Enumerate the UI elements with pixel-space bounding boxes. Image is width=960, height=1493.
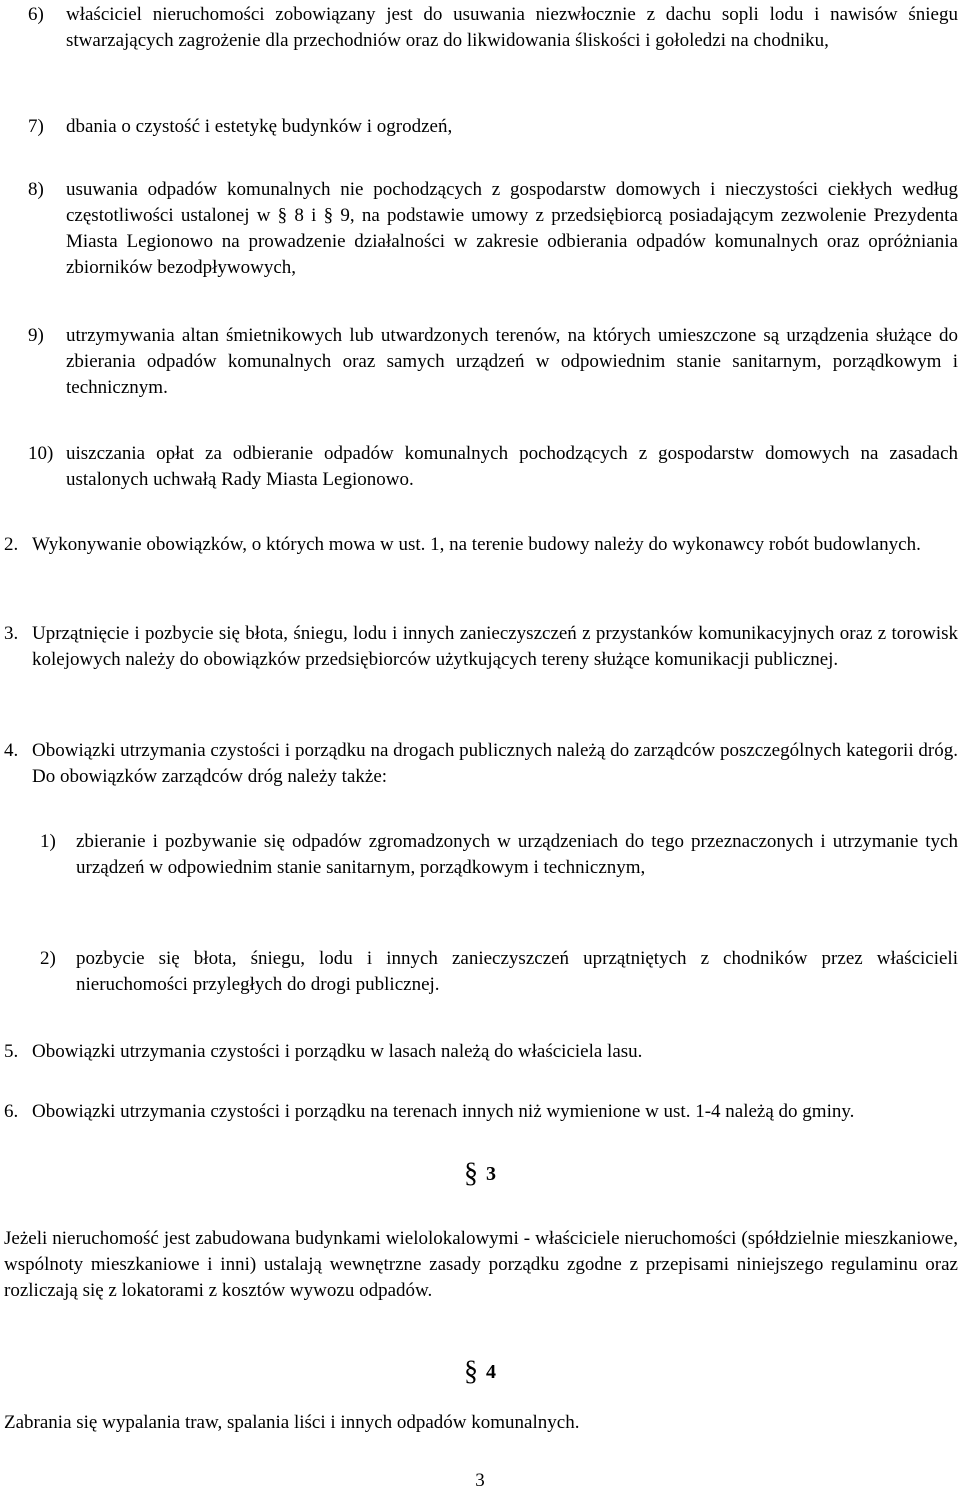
list-item-number: 10): [28, 443, 54, 464]
list-item-10: [28, 441, 958, 493]
list-item-6: [28, 2, 958, 54]
section-number: 3: [486, 1163, 496, 1185]
page-number: 3: [475, 1470, 485, 1491]
sub-item-number: 2): [40, 948, 56, 969]
point-5: [4, 1039, 958, 1065]
list-item-9: [28, 323, 958, 401]
list-item-text: dbania o czystość i estetykę budynków i ogrodzeń,: [66, 116, 453, 137]
point-number: 5.: [4, 1041, 19, 1062]
point-text: Obowiązki utrzymania czystości i porządku na drogach publicznych należą do zarządców poszczególnych kategorii dróg. Do obowiązków zarządców dróg należy także:: [32, 740, 958, 787]
list-item-number: 7): [28, 116, 44, 137]
point-number: 2.: [4, 534, 19, 555]
list-item-number: 9): [28, 325, 44, 346]
list-item-number: 6): [28, 4, 44, 25]
section-symbol: §: [464, 1158, 478, 1189]
list-item-8: [28, 177, 958, 281]
point-text: Uprzątnięcie i pozbycie się błota, śniegu, lodu i innych zanieczyszczeń z przystanków komunikacyjnych oraz z torowisk kolejowych należy do obowiązków przedsiębiorców użytkujących tereny służące komunikacji publicznej.: [32, 623, 958, 670]
list-item-text: właściciel nieruchomości zobowiązany jest do usuwania niezwłocznie z dachu sopli lodu i nawisów śniegu stwarzających zagrożenie dla przechodniów oraz do likwidowania śliskości i gołoledzi na chodniku,: [66, 4, 958, 51]
point-number: 3.: [4, 623, 19, 644]
list-item-text: utrzymywania altan śmietnikowych lub utwardzonych terenów, na których umieszczone są urządzenia służące do zbierania odpadów komunalnych oraz samych urządzeń w odpowiednim stanie sanitarnym, porządkowym i technicznym.: [66, 325, 958, 398]
point-3: [4, 621, 958, 673]
section-3-paragraph: Jeżeli nieruchomość jest zabudowana budynkami wielolokalowymi - właściciele nieruchomości (spółdzielnie mieszkaniowe, wspólnoty mieszkaniowe i inni) ustalają wewnętrzne zasady porządku zgodne z przepisami niniejszego regulaminu oraz rozliczają się z lokatorami z kosztów wywozu odpadów.: [4, 1228, 958, 1301]
point-number: 4.: [4, 740, 19, 761]
section-heading-4: [0, 1358, 960, 1386]
list-item-7: [28, 114, 958, 140]
list-item-text: uiszczania opłat za odbieranie odpadów komunalnych pochodzących z gospodarstw domowych na zasadach ustalonych uchwałą Rady Miasta Legionowo.: [66, 443, 958, 490]
sub-item-text: zbieranie i pozbywanie się odpadów zgromadzonych w urządzeniach do tego przeznaczonych i utrzymanie tych urządzeń w odpowiednim stanie sanitarnym, porządkowym i technicznym,: [76, 831, 958, 878]
point-text: Obowiązki utrzymania czystości i porządku w lasach należą do właściciela lasu.: [32, 1041, 643, 1062]
point-text: Obowiązki utrzymania czystości i porządku na terenach innych niż wymienione w ust. 1-4 należą do gminy.: [32, 1101, 855, 1122]
list-item-number: 8): [28, 179, 44, 200]
point-4: [4, 738, 958, 790]
point-number: 6.: [4, 1101, 19, 1122]
point-text: Wykonywanie obowiązków, o których mowa w ust. 1, na terenie budowy należy do wykonawcy robót budowlanych.: [32, 534, 921, 555]
sub-item-1: [40, 829, 958, 881]
sub-item-number: 1): [40, 831, 56, 852]
section-heading-3: [0, 1160, 960, 1188]
point-2: [4, 532, 958, 558]
section-number: 4: [486, 1361, 496, 1383]
section-4-paragraph: Zabrania się wypalania traw, spalania liści i innych odpadów komunalnych.: [4, 1412, 580, 1433]
sub-item-text: pozbycie się błota, śniegu, lodu i innych zanieczyszczeń uprzątniętych z chodników przez właścicieli nieruchomości przyległych do drogi publicznej.: [76, 948, 958, 995]
list-item-text: usuwania odpadów komunalnych nie pochodzących z gospodarstw domowych i nieczystości ciekłych według częstotliwości ustalonej w § 8 i § 9, na podstawie umowy z przedsiębiorcą posiadającym zezwolenie Prezydenta Miasta Legionowo na prowadzenie działalności w zakresie odbierania odpadów komunalnych oraz opróżniania zbiorników bezodpływowych,: [66, 179, 958, 278]
point-6: [4, 1099, 958, 1125]
section-symbol: §: [464, 1356, 478, 1387]
sub-item-2: [40, 946, 958, 998]
